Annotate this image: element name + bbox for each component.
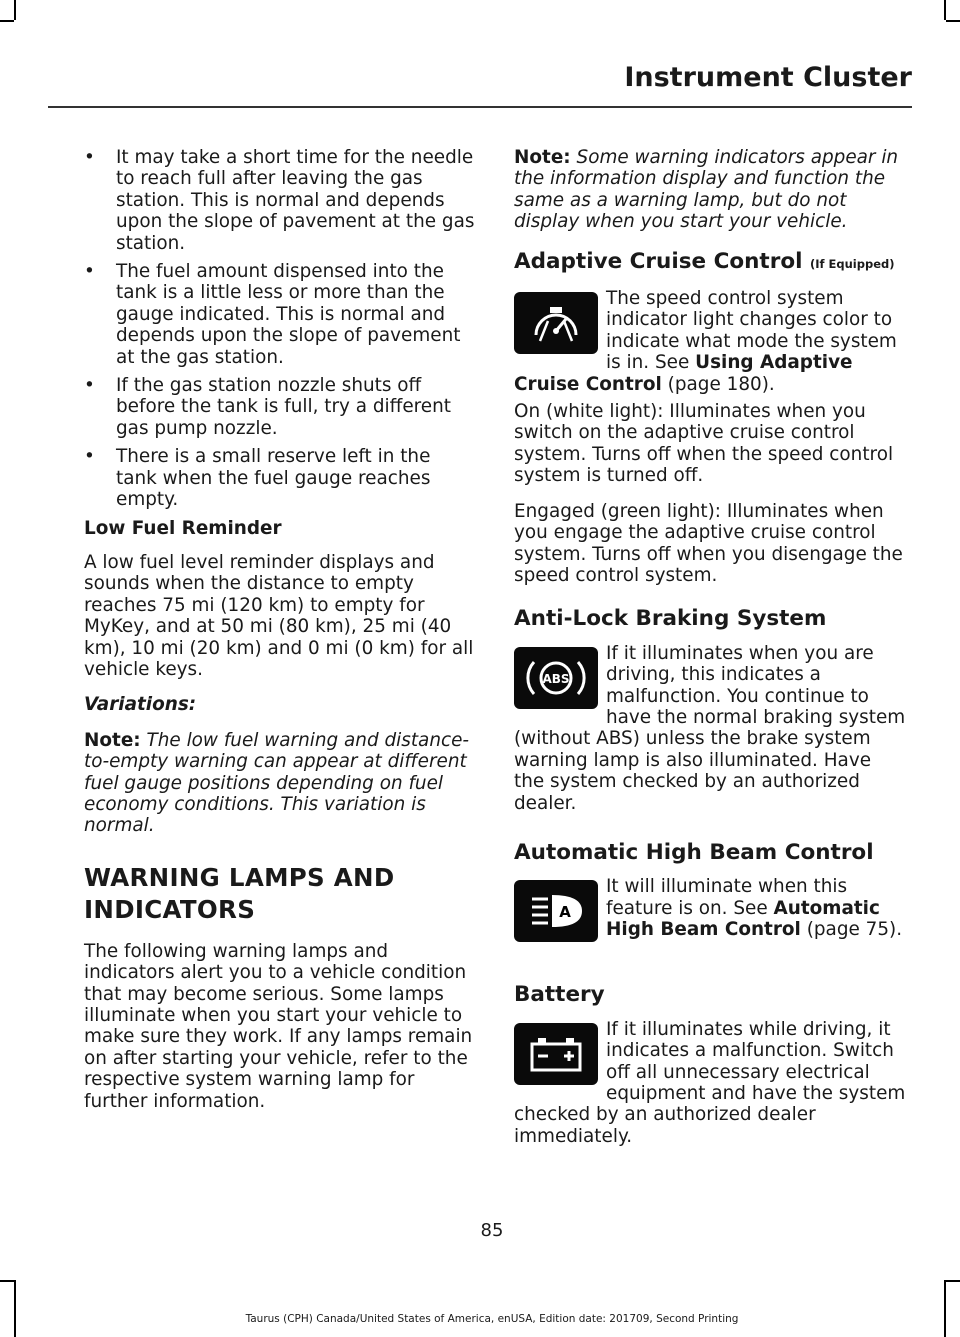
battery-heading: Battery <box>514 982 605 1008</box>
hbc-heading: Automatic High Beam Control <box>514 839 874 865</box>
list-item-text: There is a small reserve left in the tank when the fuel gauge reaches empty. <box>116 446 431 511</box>
hbc-icon-label: A <box>559 903 571 922</box>
hbc-text: It will illuminate when this feature is on. See <box>606 876 848 919</box>
hbc-indicator <box>514 876 906 962</box>
low-fuel-note <box>84 730 476 837</box>
crop-mark <box>946 20 960 22</box>
note-label: Note: <box>514 147 571 168</box>
acc-text: The speed control system indicator light changes color to indicate what mode the system is in. See <box>606 288 897 374</box>
section-intro-text: The following warning lamps and indicators alert you to a vehicle condition that may become serious. Some lamps illuminate when you start your vehicle to make sure they work. If any lamps remain on after starting your vehicle, refer to the respective system warning lamp for further information. <box>84 940 473 1112</box>
edition-footer: Taurus (CPH) Canada/United States of America, enUSA, Edition date: 201709, Second Printing <box>245 1313 739 1325</box>
abs-icon-label: ABS <box>542 671 570 686</box>
abs-indicator <box>514 643 906 814</box>
hbc-page-link[interactable]: Automatic High Beam Control <box>606 897 880 941</box>
list-item-text: It may take a short time for the needle to reach full after leaving the gas station. This is normal and depends upon the slope of pavement at the gas station. <box>116 147 475 254</box>
indicator-note <box>514 147 906 233</box>
crop-mark <box>0 1280 14 1282</box>
list-item: • If the gas station nozzle shuts off before the tank is full, try a different gas pump nozzle. <box>84 375 451 439</box>
low-fuel-text: A low fuel level reminder displays and sounds when the distance to empty reaches 75 mi (120 km) to empty for MyKey, and at 50 mi (80 km), 25 mi (40 km), 10 mi (20 km) and 0 mi (0 km) for all vehicle keys. <box>84 551 474 680</box>
section-heading <box>84 863 476 925</box>
section-heading-line: WARNING LAMPS AND <box>84 862 395 892</box>
acc-page-link[interactable]: Using Adaptive Cruise Control <box>514 352 853 395</box>
crop-mark <box>946 1280 960 1282</box>
acc-on-text: On (white light): Illuminates when you switch on the adaptive cruise control system. Turns off when the speed control system is turned off. <box>514 401 894 487</box>
acc-heading-suffix: (If Equipped) <box>809 256 895 271</box>
auto-high-beam-icon <box>514 880 598 942</box>
crop-mark <box>0 20 14 22</box>
list-item: • The fuel amount dispensed into the tank is a little less or more than the gauge indicated. This is normal and depends upon the slope of pavement at the gas station. <box>84 261 461 368</box>
acc-heading <box>514 248 906 275</box>
crop-mark <box>944 0 946 20</box>
acc-indicator <box>514 288 906 395</box>
crop-mark <box>14 1280 16 1337</box>
battery-indicator <box>514 1019 906 1147</box>
abs-text: If it illuminates when you are driving, this indicates a malfunction. You continue to have the normal braking system (without ABS) unless the brake system warning lamp is also illuminated. Have the system checked by an authorized dealer. <box>514 642 906 814</box>
right-column <box>514 147 906 1157</box>
acc-heading-text: Adaptive Cruise Control <box>514 248 803 274</box>
low-fuel-heading: Low Fuel Reminder <box>84 517 282 539</box>
title-divider <box>48 106 912 108</box>
hbc-page-ref: (page 75). <box>806 919 903 941</box>
battery-text: If it illuminates while driving, it indicates a malfunction. Switch off all unnecessary electrical equipment and have the system checked by an authorized dealer immediately. <box>514 1018 906 1147</box>
variations-label: Variations: <box>84 694 197 716</box>
list-item: • It may take a short time for the needle to reach full after leaving the gas station. This is normal and depends upon the slope of pavement at the gas station. <box>84 147 475 254</box>
acc-page-ref: (page 180). <box>667 373 775 395</box>
fuel-bullet-list <box>84 147 476 511</box>
list-item-text: If the gas station nozzle shuts off before the tank is full, try a different gas pump nozzle. <box>116 375 451 439</box>
crop-mark <box>944 1280 946 1337</box>
section-heading-line: INDICATORS <box>84 894 256 924</box>
page-number: 85 <box>480 1220 504 1241</box>
note-label: Note: <box>84 729 141 751</box>
crop-mark <box>14 0 16 20</box>
battery-icon <box>514 1023 598 1085</box>
left-column <box>84 147 476 1126</box>
list-item-text: The fuel amount dispensed into the tank is a little less or more than the gauge indicated. This is normal and depends upon the slope of pavement at the gas station. <box>116 261 461 368</box>
page-title: Instrument Cluster <box>624 62 912 93</box>
adaptive-cruise-icon <box>514 292 598 354</box>
abs-heading: Anti-Lock Braking System <box>514 606 827 632</box>
note-text: Some warning indicators appear in the information display and function the same as a warning lamp, but do not display when you start your vehicle. <box>514 147 899 233</box>
acc-engaged-text: Engaged (green light): Illuminates when you engage the adaptive cruise control system. Turns off when you disengage the speed control system. <box>514 500 903 586</box>
abs-icon <box>514 647 598 709</box>
list-item: • There is a small reserve left in the tank when the fuel gauge reaches empty. <box>84 446 431 511</box>
note-text: The low fuel warning and distance-to-empty warning can appear at different fuel gauge positions depending on fuel economy conditions. This variation is normal. <box>84 729 470 837</box>
